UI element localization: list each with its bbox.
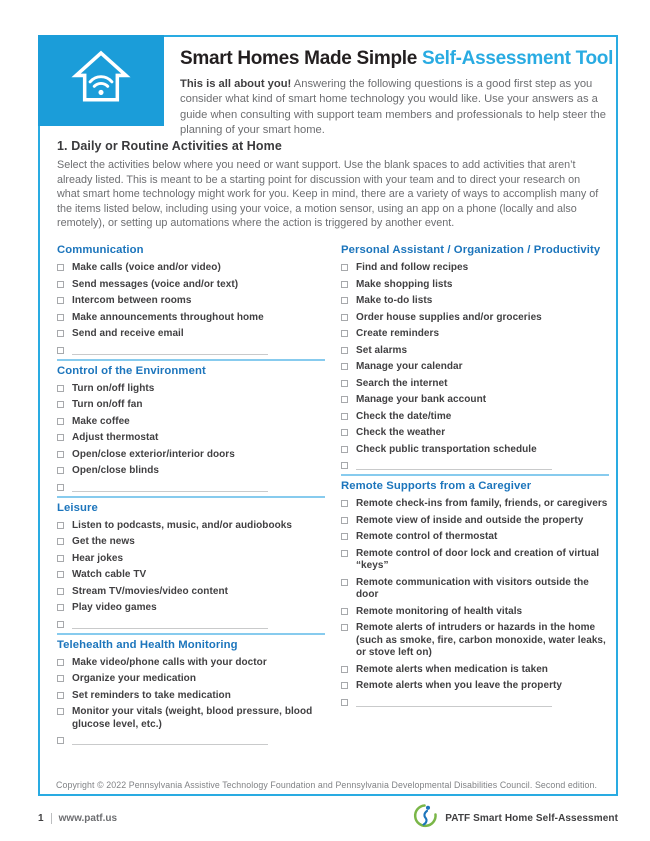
checkbox-icon[interactable] — [57, 621, 64, 628]
write-in-line[interactable] — [72, 619, 268, 629]
checkbox-icon[interactable] — [57, 555, 64, 562]
checklist-item-label: Order house supplies and/or groceries — [356, 311, 542, 323]
checkbox-icon[interactable] — [57, 692, 64, 699]
checklist-item-label: Search the internet — [356, 377, 448, 389]
checklist-item-label: Check the date/time — [356, 410, 452, 422]
write-in-line[interactable] — [72, 735, 268, 745]
checkbox-icon[interactable] — [57, 264, 64, 271]
checkbox-icon[interactable] — [341, 666, 348, 673]
checklist-item-label: Make to-do lists — [356, 295, 433, 306]
checkbox-icon[interactable] — [341, 363, 348, 370]
checkbox-icon[interactable] — [341, 264, 348, 271]
checklist-item-label: Remote alerts when medication is taken — [356, 663, 548, 675]
checklist-item[interactable] — [57, 536, 325, 549]
checklist-item-label: Set reminders to take medication — [72, 689, 231, 701]
intro-lead-text: Answering the following questions is a good first step as you consider what kind of smart home technology you would like. Use your answers as a guide when consulting with support team members and professionals to help steer the planning of your smart home. — [180, 78, 606, 136]
page-number: 1 — [38, 812, 44, 824]
page-title-accent: Self-Assessment Tool — [422, 48, 614, 69]
checkbox-icon[interactable] — [57, 385, 64, 392]
checklist-item[interactable] — [341, 515, 609, 528]
checklist-blank-item[interactable] — [57, 345, 325, 355]
checklist-item[interactable] — [341, 548, 609, 573]
checklist-item-label: Turn on/off lights — [72, 382, 155, 394]
checklist-item[interactable] — [57, 262, 325, 275]
section-title: Control of the Environment — [57, 364, 206, 377]
write-in-line[interactable] — [356, 697, 552, 707]
checklist-item-label: Hear jokes — [72, 552, 124, 564]
checkbox-icon[interactable] — [341, 396, 348, 403]
checklist-item[interactable] — [57, 279, 325, 292]
checklist-item[interactable] — [57, 586, 325, 599]
checkbox-icon[interactable] — [57, 484, 64, 491]
checklist-section — [57, 496, 325, 629]
checkbox-icon[interactable] — [341, 682, 348, 689]
checklist-item[interactable] — [57, 553, 325, 566]
section-title: Remote Supports from a Caregiver — [341, 480, 532, 492]
checklist-item-label: Remote control of thermostat — [356, 531, 498, 542]
checklist-item[interactable] — [57, 328, 325, 341]
checklist-item[interactable] — [341, 577, 609, 602]
checklist-section — [341, 474, 609, 707]
page-footer — [38, 803, 618, 833]
checklist-item[interactable] — [57, 465, 325, 478]
checkbox-icon[interactable] — [57, 571, 64, 578]
footer-brand — [413, 803, 618, 833]
checklist-section — [57, 359, 325, 492]
checklist-section — [341, 244, 609, 470]
checkbox-icon[interactable] — [341, 429, 348, 436]
checklist-item-label: Remote monitoring of health vitals — [356, 605, 523, 617]
checklist-column-left — [57, 244, 325, 749]
checklist-item-label: Check the weather — [356, 427, 446, 438]
checklist-item-label: Send and receive email — [72, 328, 184, 339]
checklist-item[interactable] — [341, 606, 609, 619]
checkbox-icon[interactable] — [57, 708, 64, 715]
checklist-item[interactable] — [341, 427, 609, 440]
checklist-item[interactable] — [57, 312, 325, 325]
checkbox-icon[interactable] — [57, 297, 64, 304]
checkbox-icon[interactable] — [57, 538, 64, 545]
checklist-item[interactable] — [57, 706, 325, 731]
checklist-item[interactable] — [57, 690, 325, 703]
checkbox-icon[interactable] — [57, 434, 64, 441]
checkbox-icon[interactable] — [57, 418, 64, 425]
section-title: Personal Assistant / Organization / Productivity — [341, 244, 601, 256]
checklist-item-label: Remote alerts of intruders or hazards in the home (such as smoke, fire, carbon monoxide, water leaks, or stove left on) — [356, 622, 606, 658]
checkbox-icon[interactable] — [341, 624, 348, 631]
checkbox-icon[interactable] — [57, 659, 64, 666]
checklist-item[interactable] — [57, 449, 325, 462]
checklist-item[interactable] — [57, 416, 325, 429]
checkbox-icon[interactable] — [57, 737, 64, 744]
checklist-item-label: Send messages (voice and/or text) — [72, 278, 239, 290]
checklist-item[interactable] — [57, 657, 325, 670]
checkbox-icon[interactable] — [57, 314, 64, 321]
checkbox-icon[interactable] — [57, 281, 64, 288]
checklist-item-label: Create reminders — [356, 328, 440, 339]
checklist-item-label: Watch cable TV — [72, 569, 147, 580]
checklist-item-label: Remote control of door lock and creation of virtual “keys” — [356, 547, 600, 571]
checklist-item[interactable] — [341, 295, 609, 308]
checklist-blank-item[interactable] — [57, 482, 325, 492]
checklist-item[interactable] — [341, 361, 609, 374]
checkbox-icon[interactable] — [57, 347, 64, 354]
checklist-item-label: Find and follow recipes — [356, 262, 469, 273]
footer-divider — [51, 813, 52, 824]
checkbox-icon[interactable] — [341, 330, 348, 337]
website-link[interactable]: www.patf.us — [58, 812, 118, 824]
checklist-item[interactable] — [341, 394, 609, 407]
checklist-item[interactable] — [341, 312, 609, 325]
checklist-blank-item[interactable] — [341, 460, 609, 470]
checklist-item-label: Remote check-ins from family, friends, or caregivers — [356, 498, 608, 509]
checklist-item-label: Remote alerts when you leave the property — [356, 680, 562, 691]
write-in-line[interactable] — [72, 345, 268, 355]
page-title-main: Smart Homes Made Simple — [180, 48, 418, 69]
checkbox-icon[interactable] — [341, 462, 348, 469]
header-logo-panel — [38, 35, 164, 126]
checkbox-icon[interactable] — [57, 522, 64, 529]
checkbox-icon[interactable] — [341, 517, 348, 524]
checklist-item-label: Adjust thermostat — [72, 432, 159, 443]
checkbox-icon[interactable] — [341, 281, 348, 288]
checklist-item[interactable] — [57, 399, 325, 412]
section-title: Telehealth and Health Monitoring — [57, 638, 238, 651]
checklist-columns — [57, 244, 609, 749]
checklist-item-label: Manage your calendar — [356, 361, 463, 372]
checklist-item[interactable] — [341, 622, 609, 660]
checklist-blank-item[interactable] — [341, 697, 609, 707]
section-title: Leisure — [57, 501, 98, 514]
checklist-item-label: Play video games — [72, 602, 157, 613]
checklist-item[interactable] — [341, 262, 609, 275]
document-header — [180, 48, 614, 138]
checkbox-icon[interactable] — [57, 451, 64, 458]
checklist-item[interactable] — [341, 328, 609, 341]
checkbox-icon[interactable] — [341, 446, 348, 453]
checklist-item[interactable] — [341, 345, 609, 358]
checklist-item-label: Organize your medication — [72, 673, 197, 684]
checklist-item[interactable] — [57, 295, 325, 308]
checklist-item[interactable] — [341, 531, 609, 544]
write-in-line[interactable] — [356, 460, 552, 470]
checklist-item[interactable] — [341, 411, 609, 424]
checklist-section — [57, 633, 325, 746]
checklist-item-label: Remote communication with visitors outside the door — [356, 576, 589, 600]
patf-logo-icon — [413, 803, 438, 833]
checklist-item[interactable] — [57, 520, 325, 533]
house-wifi-icon — [69, 46, 133, 115]
checklist-item-label: Get the news — [72, 536, 135, 547]
checklist-column-right — [341, 244, 609, 749]
checklist-item-label: Check public transportation schedule — [356, 443, 537, 455]
checklist-item-label: Listen to podcasts, music, and/or audiobooks — [72, 519, 293, 531]
checklist-item-label: Turn on/off fan — [72, 399, 143, 410]
checkbox-icon[interactable] — [341, 550, 348, 557]
checkbox-icon[interactable] — [57, 604, 64, 611]
section-1-description: Select the activities below where you need or want support. Use the blank spaces to add activities that aren’t already listed. This is meant to be a starting point for discussion with your team and to direct your research on what smart home technology might work for you. Keep in mind, there are a variety of ways to accomplish many of the items listed below, including using your voice, a motion sensor, using an app on a phone (locally and also remotely), or setting up automations where the action is triggered by another event. — [57, 159, 599, 230]
intro-paragraph — [180, 77, 608, 138]
footer-page-info — [38, 813, 117, 824]
checkbox-icon[interactable] — [341, 579, 348, 586]
checklist-item-label: Remote view of inside and outside the property — [356, 514, 584, 526]
checklist-section — [57, 244, 325, 355]
checkbox-icon[interactable] — [341, 297, 348, 304]
page-title — [180, 48, 614, 70]
checkbox-icon[interactable] — [341, 699, 348, 706]
checkbox-icon[interactable] — [341, 413, 348, 420]
checkbox-icon[interactable] — [341, 500, 348, 507]
checklist-item[interactable] — [341, 378, 609, 391]
checklist-item[interactable] — [57, 432, 325, 445]
checkbox-icon[interactable] — [57, 401, 64, 408]
checklist-item[interactable] — [341, 498, 609, 511]
checkbox-icon[interactable] — [341, 314, 348, 321]
checkbox-icon[interactable] — [341, 380, 348, 387]
checklist-blank-item[interactable] — [57, 619, 325, 629]
checklist-item-label: Open/close blinds — [72, 465, 159, 476]
checklist-item-label: Make coffee — [72, 415, 130, 427]
section-title: Communication — [57, 244, 144, 256]
checklist-item-label: Intercom between rooms — [72, 295, 192, 306]
checklist-item-label: Monitor your vitals (weight, blood pressure, blood glucose level, etc.) — [72, 706, 313, 730]
checklist-item[interactable] — [57, 383, 325, 396]
checklist-item[interactable] — [341, 680, 609, 693]
checkbox-icon[interactable] — [341, 533, 348, 540]
checklist-item-label: Make calls (voice and/or video) — [72, 262, 221, 273]
checklist-item-label: Make shopping lists — [356, 278, 453, 290]
checklist-item-label: Make video/phone calls with your doctor — [72, 656, 267, 668]
checklist-item[interactable] — [57, 673, 325, 686]
checkbox-icon[interactable] — [341, 347, 348, 354]
checklist-blank-item[interactable] — [57, 735, 325, 745]
checklist-item-label: Stream TV/movies/video content — [72, 585, 228, 597]
checklist-item-label: Open/close exterior/interior doors — [72, 448, 235, 460]
write-in-line[interactable] — [72, 482, 268, 492]
checklist-item[interactable] — [341, 279, 609, 292]
checkbox-icon[interactable] — [57, 330, 64, 337]
checklist-item-label: Make announcements throughout home — [72, 311, 264, 323]
checklist-item-label: Set alarms — [356, 344, 408, 356]
checkbox-icon[interactable] — [57, 467, 64, 474]
checklist-item[interactable] — [341, 664, 609, 677]
section-1-heading: 1. Daily or Routine Activities at Home — [57, 139, 282, 153]
footer-brand-text: PATF Smart Home Self-Assessment — [445, 812, 618, 824]
checklist-item[interactable] — [57, 569, 325, 582]
checklist-item[interactable] — [57, 602, 325, 615]
checkbox-icon[interactable] — [57, 588, 64, 595]
checkbox-icon[interactable] — [341, 608, 348, 615]
intro-lead-bold: This is all about you! — [180, 78, 292, 90]
checklist-item-label: Manage your bank account — [356, 394, 487, 405]
checklist-item[interactable] — [341, 444, 609, 457]
copyright-notice: Copyright © 2022 Pennsylvania Assistive Technology Foundation and Pennsylvania Developmental Disabilities Council. Second edition. — [56, 780, 598, 790]
checkbox-icon[interactable] — [57, 675, 64, 682]
